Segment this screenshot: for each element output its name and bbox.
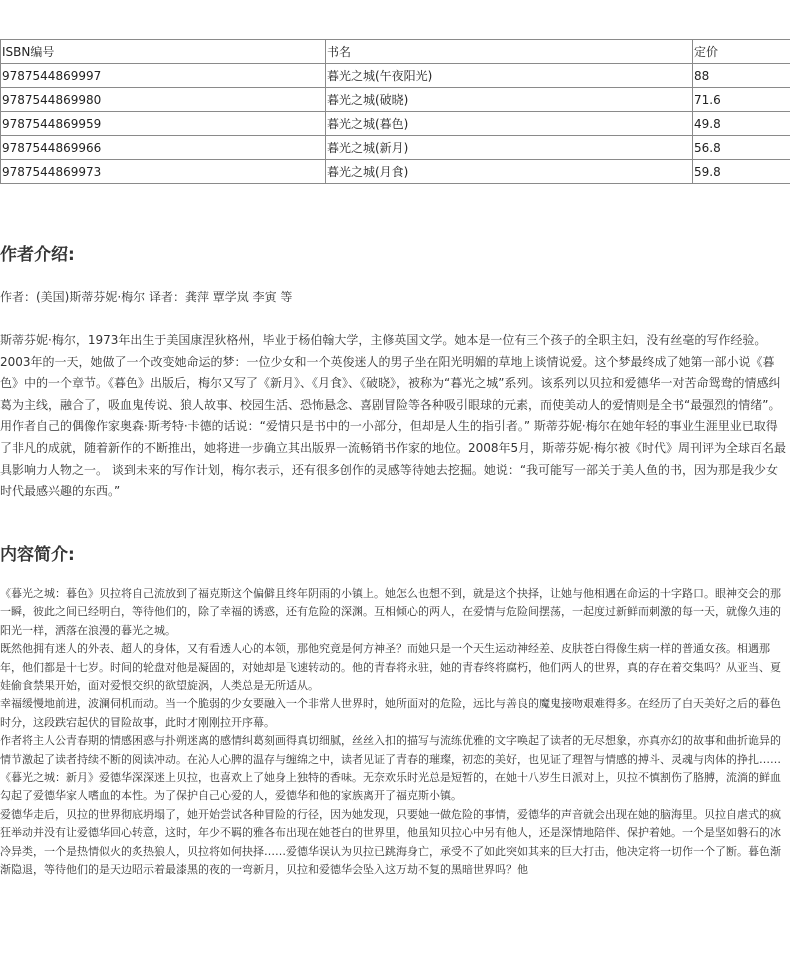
cell-isbn: 9787544869997 xyxy=(1,64,326,88)
cell-price: 59.8 xyxy=(693,160,790,184)
author-bio: 斯蒂芬妮·梅尔，1973年出生于美国康涅狄格州，毕业于杨伯翰大学，主修英国文学。她本是一位有三个孩子的全职主妇，没有丝毫的写作经验。2003年的一天，她做了一个改变她命运的梦：一位少女和一个英俊迷人的男子坐在阳光明媚的草地上谈情说爱。这个梦最终成了她第一部小说《暮色》中的一个章节。《暮色》出版后，梅尔又写了《新月》、《月食》、《破晓》，被称为“暮光之城”系列。该系列以贝拉和爱德华一对苦命鸳鸯的情感纠葛为主线，融合了，吸血鬼传说、狼人故事、校园生活、恐怖悬念、喜剧冒险等各种吸引眼球的元素，而使美动人的爱情则是全书“最强烈的情绪”。用作者自己的偶像作家奥森·斯考特·卡德的话说：“爱情只是书中的一小部分，但却是人生的指引者。” 斯蒂芬妮·梅尔在她年轻的事业生涯里业已取得了非凡的成就，随着新作的不断推出，她将进一步确立其出版界一流畅销书作家的地位。2008年5月，斯蒂芬妮·梅尔被《时代》周刊评为全球百名最具影响力人物之一。 谈到未来的写作计划，梅尔表示，还有很多创作的灵感等待她去挖掘。她说：“我可能写一部关于美人鱼的书，因为那是我少女时代最感兴趣的东西。” xyxy=(0,333,786,499)
header-isbn: ISBN编号 xyxy=(1,40,326,64)
table-header-row xyxy=(1,40,790,64)
summary-paragraph: 幸福缓慢地前进，波澜伺机而动。当一个脆弱的少女要融入一个非常人世界时，她所面对的危险，远比与善良的魔鬼接吻艰难得多。在经历了白天美好之后的暮色时分，这段跌宕起伏的冒险故事，此时才刚刚拉开序幕。 xyxy=(0,697,781,729)
cell-isbn: 9787544869959 xyxy=(1,112,326,136)
cell-title: 暮光之城(月食) xyxy=(326,160,693,184)
table-row xyxy=(1,136,790,160)
author-translator-line: 作者：(美国)斯蒂芬妮·梅尔 译者：龚萍 覃学岚 李寅 等 xyxy=(0,290,293,304)
author-section-heading: 作者介绍: xyxy=(0,245,75,265)
summary-paragraph: 既然他拥有迷人的外表、超人的身体，又有看透人心的本领，那他究竟是何方神圣？而她只是一个天生运动神经差、皮肤苍白得像生病一样的普通女孩。相遇那年，他们都是十七岁。时间的轮盘对他是凝固的，对她却是飞速转动的。他的青春将永驻，她的青春终将腐朽，他们两人的世界，真的存在着交集吗？从亚当、夏娃偷食禁果开始，面对爱恨交织的欲望旋涡，人类总是无所适从。 xyxy=(0,642,781,693)
cell-title: 暮光之城(午夜阳光) xyxy=(326,64,693,88)
summary-paragraph: 《暮光之城：暮色》贝拉将自己流放到了福克斯这个偏僻且终年阴雨的小镇上。她怎么也想不到，就是这个抉择，让她与他相遇在命运的十字路口。眼神交会的那一瞬，彼此之间已经明白，等待他们的，除了幸福的诱惑，还有危险的深渊。互相倾心的两人，在爱情与危险间摆荡，一起度过新鲜而刺激的每一天，就像久违的阳光一样，洒落在浪漫的暮光之城。 xyxy=(0,587,781,637)
cell-price: 71.6 xyxy=(693,88,790,112)
table-row xyxy=(1,64,790,88)
summary-section-heading: 内容简介: xyxy=(0,545,75,565)
summary-paragraph: 爱德华走后，贝拉的世界彻底坍塌了，她开始尝试各种冒险的行径，因为她发现，只要她一做危险的事情，爱德华的声音就会出现在她的脑海里。贝拉自虐式的疯狂举动并没有让爱德华回心转意，这时，年少不羁的雅各布出现在她苍白的世界里，他虽知贝拉心中另有他人，还是深情地陪伴、保护着她。一个是坚如磐石的冰冷异类，一个是热情似火的炙热狼人，贝拉将如何抉择……爱德华误认为贝拉已跳海身亡，承受不了如此突如其来的巨大打击，他决定将一切作一个了断。暮色渐渐隐退，等待他们的是天边昭示着最漆黑的夜的一弯新月，贝拉和爱德华会坠入这万劫不复的黑暗世界吗？他 xyxy=(0,807,781,877)
book-info-table xyxy=(0,39,790,184)
header-title: 书名 xyxy=(326,40,693,64)
cell-title: 暮光之城(新月) xyxy=(326,136,693,160)
content-summary xyxy=(0,585,786,880)
table-row xyxy=(1,160,790,184)
header-price: 定价 xyxy=(693,40,790,64)
cell-title: 暮光之城(破晓) xyxy=(326,88,693,112)
summary-paragraph: 作者将主人公青春期的情感困惑与扑朔迷离的感情纠葛刻画得真切细腻，丝丝入扣的描写与流练优雅的文字唤起了读者的无尽想象，亦真亦幻的故事和曲折诡异的情节激起了读者持续不断的阅读冲动。在沁人心脾的温存与缠绵之中，读者见证了青春的璀璨，初恋的美好，也见证了理智与情感的搏斗、灵魂与肉体的挣扎…… xyxy=(0,734,781,766)
cell-price: 56.8 xyxy=(693,136,790,160)
cell-price: 88 xyxy=(693,64,790,88)
cell-isbn: 9787544869966 xyxy=(1,136,326,160)
table-row xyxy=(1,88,790,112)
summary-paragraph: 《暮光之城：新月》爱德华深深迷上贝拉，也喜欢上了她身上独特的香味。无奈欢乐时光总是短暂的，在她十八岁生日派对上，贝拉不慎割伤了胳膊，流淌的鲜血勾起了爱德华家人嗜血的本性。为了保护自己心爱的人，爱德华和他的家族离开了福克斯小镇。 xyxy=(0,771,781,803)
cell-isbn: 9787544869973 xyxy=(1,160,326,184)
table-row xyxy=(1,112,790,136)
cell-title: 暮光之城(暮色) xyxy=(326,112,693,136)
cell-price: 49.8 xyxy=(693,112,790,136)
cell-isbn: 9787544869980 xyxy=(1,88,326,112)
